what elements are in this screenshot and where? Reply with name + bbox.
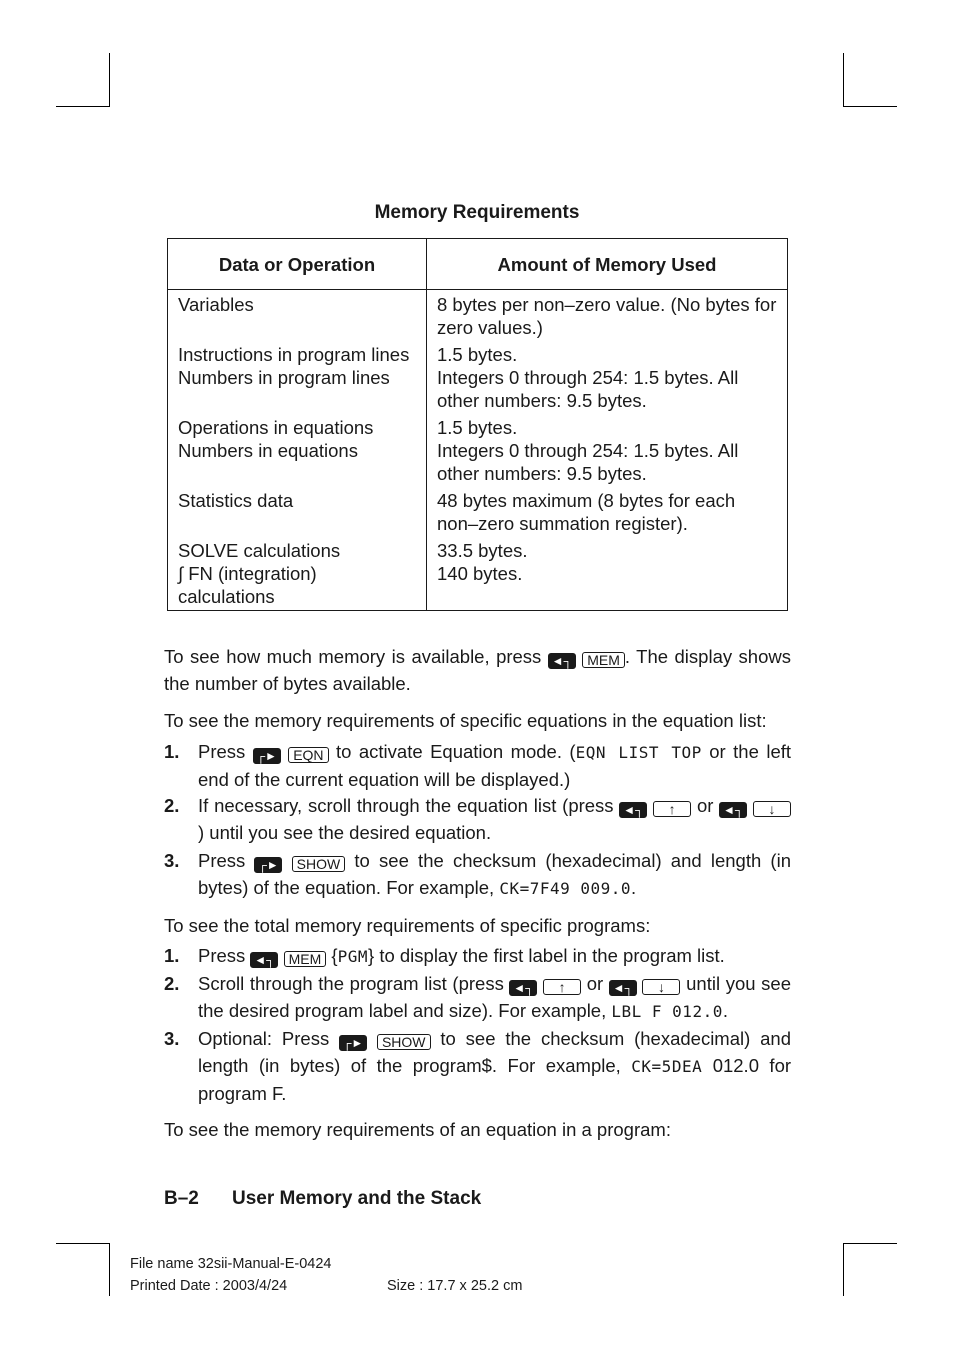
mem-key-icon: MEM [284, 951, 327, 967]
column-header: Amount of Memory Used [427, 239, 788, 290]
table-cell-op: Numbers in equations [168, 439, 427, 485]
left-shift-key-icon: ◄┐ [548, 653, 576, 669]
paragraph-equation-in-program: To see the memory requirements of an equation in a program: [164, 1119, 671, 1140]
memory-table [167, 238, 788, 611]
list-item: 3. Optional: Press ┌► SHOW to see the checksum (hexadecimal) and length (in bytes) of the program$. For example, CK=5DEA 012.0 for program F. [164, 1025, 791, 1106]
list-item: 1. Press ┌► EQN to activate Equation mode. (EQN LIST TOP or the left end of the current equation will be displayed.) [164, 738, 791, 792]
table-cell-mem: 33.5 bytes. [427, 535, 788, 562]
table-row [168, 535, 788, 562]
up-arrow-key-icon: ↑ [653, 801, 691, 817]
paragraph-equation-intro: To see the memory requirements of specific equations in the equation list: [164, 710, 767, 731]
table-row [168, 485, 788, 535]
table-row [168, 366, 788, 412]
printed-date: Printed Date : 2003/4/24 [130, 1278, 288, 1294]
list-item: 2. Scroll through the program list (press ◄┐ ↑ or ◄┐ ↓ until you see the desired program label and size). For example, LBL F 012.0. [164, 970, 791, 1024]
crop-mark [843, 1243, 844, 1296]
column-header: Data or Operation [168, 239, 427, 290]
table-row [168, 339, 788, 366]
table-title: Memory Requirements [374, 202, 580, 223]
left-shift-key-icon: ◄┐ [250, 952, 278, 968]
table-cell-op: Instructions in program lines [168, 339, 427, 366]
table-cell-mem: 1.5 bytes. [427, 412, 788, 439]
eqn-key-icon: EQN [288, 747, 328, 763]
table-row [168, 562, 788, 611]
show-key-icon: SHOW [377, 1034, 431, 1050]
display-readout: CK=5DEA [631, 1057, 703, 1076]
down-arrow-key-icon: ↓ [753, 801, 791, 817]
table-cell-mem: 1.5 bytes. [427, 339, 788, 366]
right-shift-key-icon: ┌► [339, 1035, 367, 1051]
step-number: 2. [164, 973, 180, 994]
step-number: 1. [164, 741, 180, 762]
crop-mark [843, 106, 897, 107]
left-shift-key-icon: ◄┐ [719, 802, 747, 818]
crop-mark [56, 1243, 110, 1244]
page-footer-heading [164, 1188, 481, 1210]
page-number: B–2 [164, 1188, 199, 1209]
paragraph-memory-available: To see how much memory is available, press ◄┐ MEM . The display shows the number of bytes available. [164, 646, 791, 694]
table-cell-op: Numbers in program lines [168, 366, 427, 412]
table-row [168, 439, 788, 485]
show-key-icon: SHOW [292, 856, 346, 872]
left-shift-key-icon: ◄┐ [509, 980, 537, 996]
crop-mark [843, 1243, 897, 1244]
right-shift-key-icon: ┌► [253, 748, 281, 764]
table-cell-mem: Integers 0 through 254: 1.5 bytes. All other numbers: 9.5 bytes. [427, 366, 788, 412]
paragraph-program-intro: To see the total memory requirements of specific programs: [164, 915, 651, 936]
step-number: 3. [164, 1028, 180, 1049]
pgm-menu-label: PGM [337, 947, 368, 966]
step-number: 2. [164, 795, 180, 816]
step-number: 1. [164, 945, 180, 966]
crop-mark [56, 106, 110, 107]
table-row [168, 290, 788, 340]
file-name: File name 32sii-Manual-E-0424 [130, 1256, 332, 1272]
display-readout: CK=7F49 009.0 [499, 879, 632, 898]
crop-mark [109, 53, 110, 106]
table-cell-op: Operations in equations [168, 412, 427, 439]
page-size: Size : 17.7 x 25.2 cm [387, 1278, 523, 1294]
left-shift-key-icon: ◄┐ [619, 802, 647, 818]
up-arrow-key-icon: ↑ [543, 979, 581, 995]
chapter-title: User Memory and the Stack [232, 1188, 482, 1209]
table-row [168, 412, 788, 439]
table-cell-op: ∫ FN (integration) calculations [168, 562, 427, 611]
list-item: 1. Press ◄┐ MEM {PGM} to display the first label in the program list. [164, 942, 791, 970]
step-number: 3. [164, 850, 180, 871]
table-cell-op: SOLVE calculations [168, 535, 427, 562]
crop-mark [843, 53, 844, 106]
table-cell-op: Statistics data [168, 485, 427, 535]
display-readout: EQN LIST TOP [575, 743, 702, 762]
display-readout: LBL F 012.0 [611, 1002, 723, 1021]
mem-key-icon: MEM [582, 652, 625, 668]
down-arrow-key-icon: ↓ [642, 979, 680, 995]
left-shift-key-icon: ◄┐ [609, 980, 637, 996]
list-item: 3. Press ┌► SHOW to see the checksum (hexadecimal) and length (in bytes) of the equation. For example, CK=7F49 009.0. [164, 847, 791, 901]
right-shift-key-icon: ┌► [254, 857, 282, 873]
table-cell-mem: Integers 0 through 254: 1.5 bytes. All other numbers: 9.5 bytes. [427, 439, 788, 485]
table-cell-mem: 140 bytes. [427, 562, 788, 611]
crop-mark [109, 1243, 110, 1296]
table-cell-mem: 8 bytes per non–zero value. (No bytes for zero values.) [427, 290, 788, 340]
table-cell-op: Variables [168, 290, 427, 340]
table-cell-mem: 48 bytes maximum (8 bytes for each non–zero summation register). [427, 485, 788, 535]
list-item: 2. If necessary, scroll through the equation list (press ◄┐ ↑ or ◄┐ ↓ ) until you see the desired equation. [164, 792, 791, 846]
